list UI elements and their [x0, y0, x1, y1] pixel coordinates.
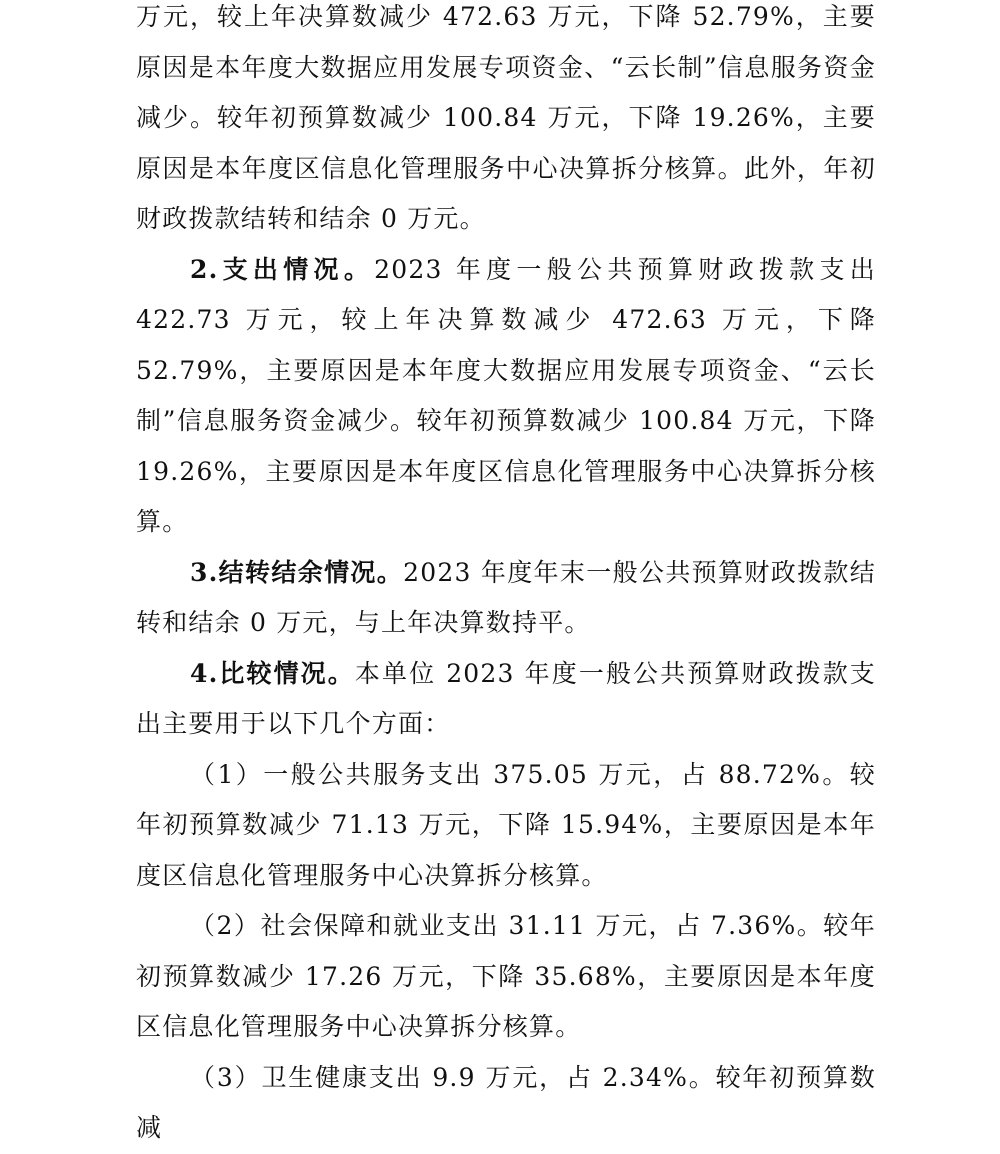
section-heading-expenditure: 2.支出情况。 [190, 254, 375, 284]
paragraph-text: （3）卫生健康支出 9.9 万元，占 2.34%。较年初预算数减 [136, 1062, 876, 1142]
paragraph-text: 2023 年度年末一般公共预算财政拨款结转和结余 0 万元，与上年决算数持平。 [136, 557, 876, 637]
list-item-social-security [136, 901, 876, 1053]
document-page [136, 0, 876, 1154]
list-item-health [136, 1053, 876, 1154]
paragraph-text: （2）社会保障和就业支出 31.11 万元，占 7.36%。较年初预算数减少 17.26 万元，下降 35.68%，主要原因是本年度区信息化管理服务中心决算拆分核算。 [136, 911, 876, 1041]
paragraph-income-continuation [136, 0, 876, 245]
paragraph-carryover [136, 548, 876, 649]
paragraph-text: 本单位 2023 年度一般公共预算财政拨款支出主要用于以下几个方面： [136, 658, 877, 738]
paragraph-text: 2023 年度一般公共预算财政拨款支出 422.73 万元，较上年决算数减少 472.63 万元，下降 52.79%，主要原因是本年度大数据应用发展专项资金、“云长制”信息服务资金减少。较年初预算数减少 100.84 万元，下降 19.26%，主要原因是本年度区信息化管理服务中心决算拆分核算。 [136, 254, 876, 536]
paragraph-text: （1）一般公共服务支出 375.05 万元，占 88.72%。较年初预算数减少 71.13 万元，下降 15.94%，主要原因是本年度区信息化管理服务中心决算拆分核算。 [136, 759, 876, 890]
list-item-general-public-service [136, 750, 876, 902]
section-heading-comparison: 4.比较情况。 [190, 658, 355, 688]
section-heading-carryover: 3.结转结余情况。 [190, 557, 404, 587]
paragraph-comparison [136, 649, 876, 750]
paragraph-text: 万元，较上年决算数减少 472.63 万元，下降 52.79%，主要原因是本年度大数据应用发展专项资金、“云长制”信息服务资金减少。较年初预算数减少 100.84 万元，下降 19.26%，主要原因是本年度区信息化管理服务中心决算拆分核算。此外，年初财政拨款结转和结余 0 万元。 [136, 2, 876, 233]
paragraph-expenditure [136, 245, 876, 548]
